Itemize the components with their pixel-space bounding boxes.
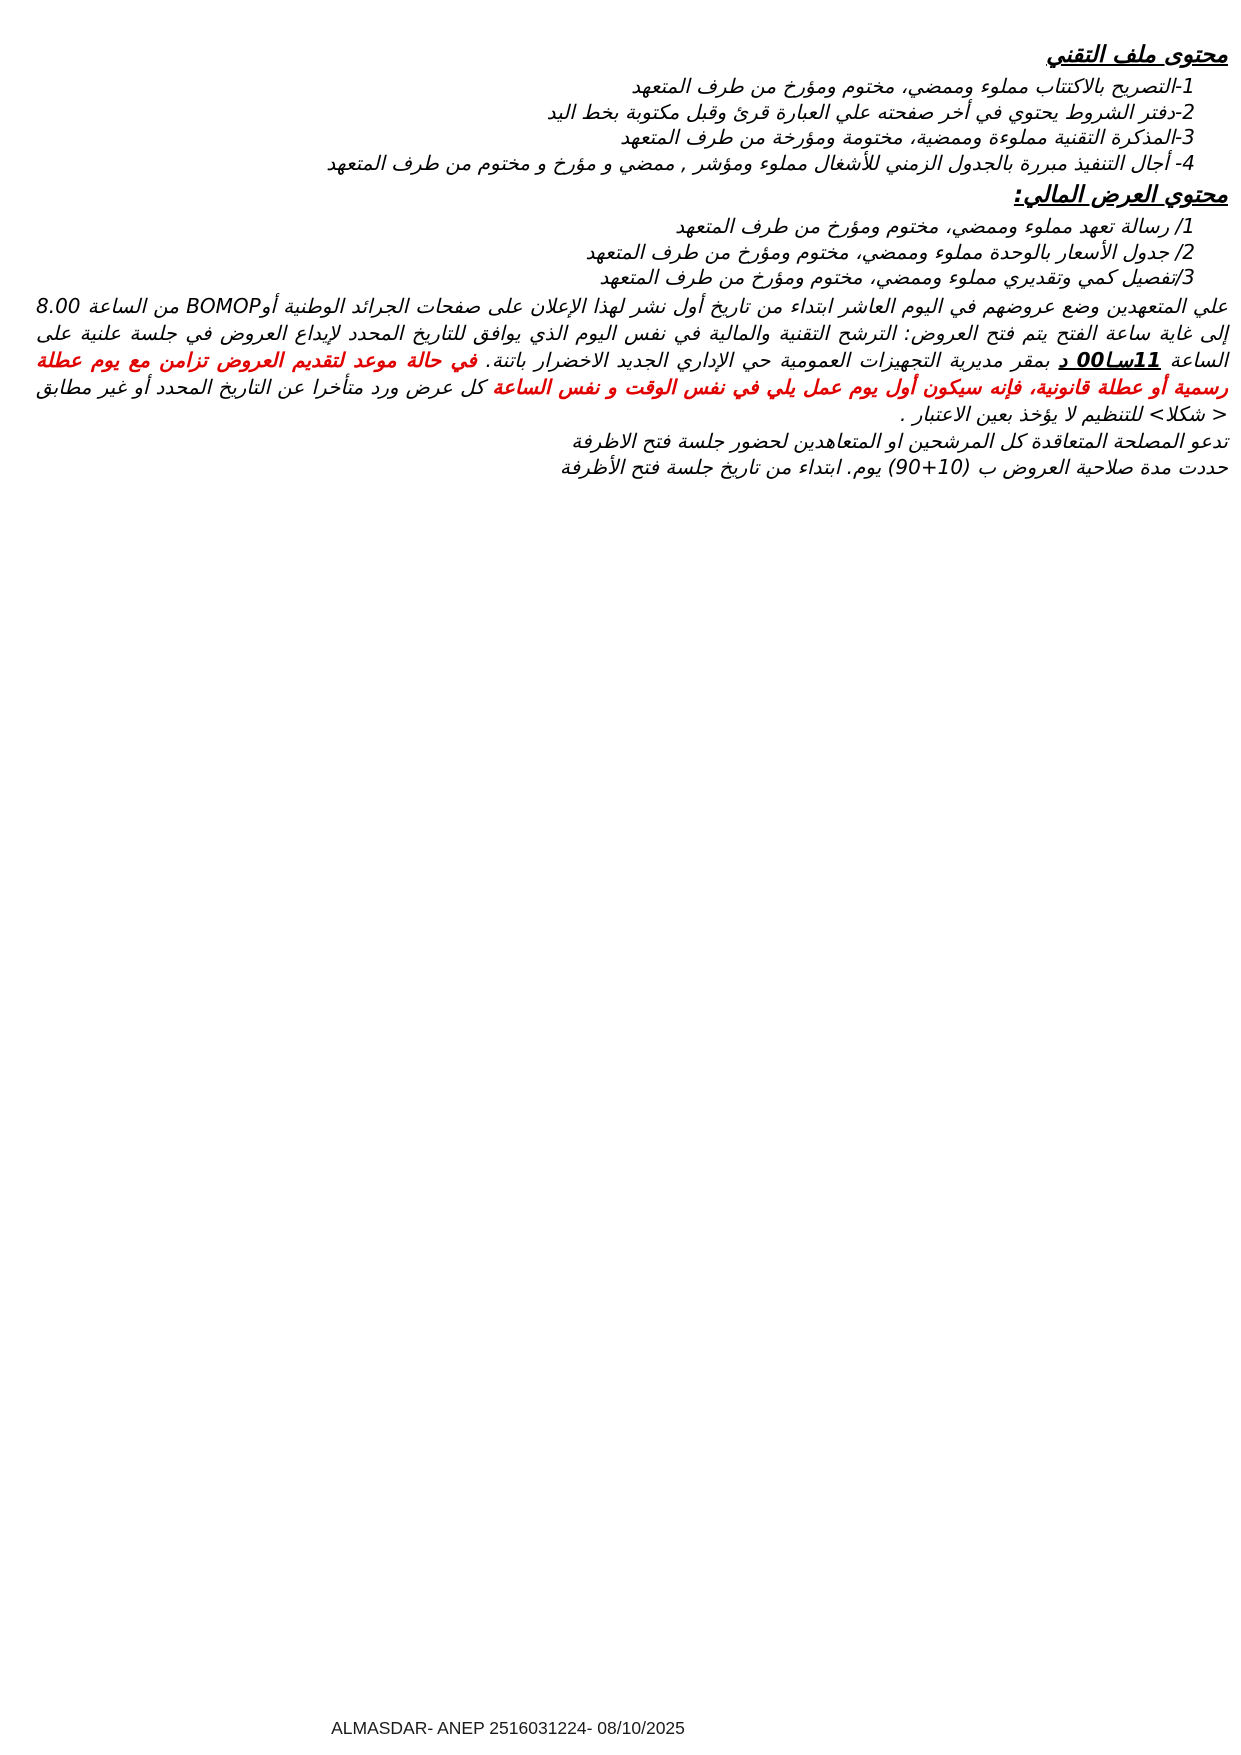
validity-line: حددت مدة صلاحية العروض ب (10+90) يوم. ابتداء من تاريخ جلسة فتح الأظرفة	[559, 454, 1228, 479]
technical-item-3: 3-المذكرة التقنية مملوءة وممضية، مختومة ومؤرخة من طرف المتعهد	[620, 125, 1195, 149]
financial-offer-heading: محتوي العرض المالي:	[1013, 182, 1228, 208]
submission-text-part3: كل عرض ورد متأخرا عن التاريخ المحدد أو غير مطابق < شكلا> للتنظيم لا يؤخذ بعين الاعتبار .	[36, 374, 1228, 426]
technical-item-4: 4- أجال التنفيذ مبررة بالجدول الزمني للأشغال مملوء ومؤشر , ممضي و مؤرخ و مختوم من طرف المتعهد	[326, 150, 1195, 175]
holiday-red-notice: في حالة موعد لتقديم العروض تزامن مع يوم عطلة رسمية أو عطلة قانونية، فإنه سيكون أول يوم عمل يلي في نفس الوقت و نفس الساعة	[36, 347, 1228, 399]
technical-file-heading: محتوى ملف التقني	[1046, 42, 1228, 68]
submission-text-part2: بمقر مديرية التجهيزات العمومية حي الإداري الجديد الاخضرار باتنة.	[476, 347, 1059, 372]
financial-item-2: 2/ جدول الأسعار بالوحدة مملوء وممضي، مختوم ومؤرخ من طرف المتعهد	[585, 239, 1195, 264]
submission-text-part1: علي المتعهدين وضع عروضهم في اليوم العاشر ابتداء من تاريخ أول نشر لهذا الإعلان على صفحات الجرائد الوطنية أوBOMOP من الساعة 8.00 إلى غاية ساعة الفتح يتم فتح العروض: الترشح التقنية والمالية في نفس اليوم الذي يوافق للتاريخ المحدد لإيداع العروض في جلسة علنية على الساعة	[36, 293, 1228, 372]
invitation-line: تدعو المصلحة المتعاقدة كل المرشحين او المتعاهدين لحضور جلسة فتح الاظرفة	[571, 428, 1228, 453]
financial-item-1: 1/ رسالة تعهد مملوء وممضي، مختوم ومؤرخ من طرف المتعهد	[675, 214, 1195, 238]
technical-item-2: 2-دفتر الشروط يحتوي في أخر صفحته علي العبارة قرئ وقبل مكتوبة بخط اليد	[546, 99, 1195, 124]
opening-time-value: 11سـا00 د	[1058, 347, 1162, 372]
tender-notice-document	[36, 40, 1228, 480]
technical-item-1: 1-التصريح بالاكتتاب مملوء وممضي، مختوم ومؤرخ من طرف المتعهد	[631, 74, 1195, 98]
anep-footer-reference: ALMASDAR- ANEP 2516031224- 08/10/2025	[331, 1718, 685, 1738]
submission-paragraph	[36, 293, 1228, 428]
financial-item-3: 3/تفصيل كمي وتقديري مملوء وممضي، مختوم ومؤرخ من طرف المتعهد	[599, 265, 1195, 289]
